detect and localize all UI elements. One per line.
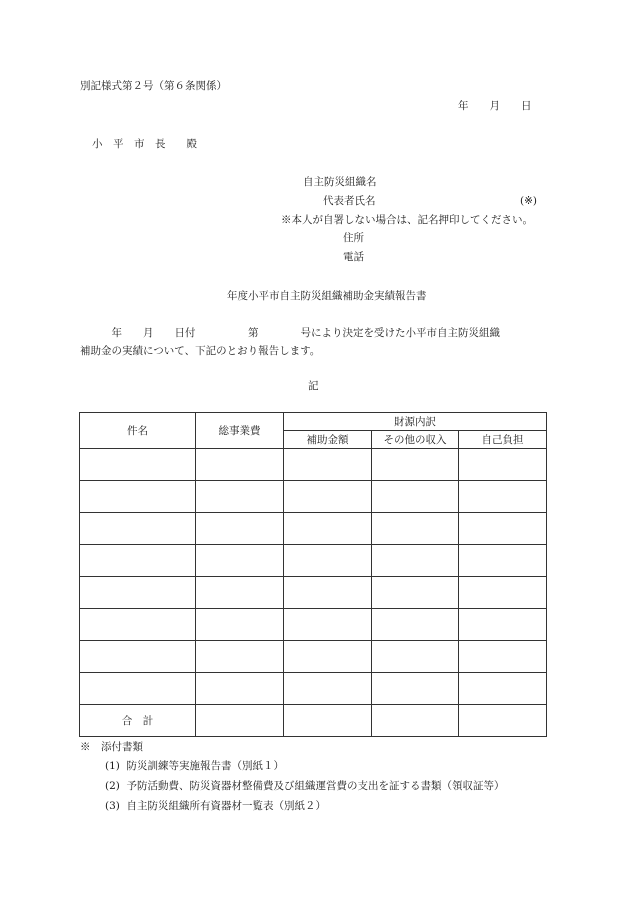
table-cell xyxy=(196,513,284,545)
org-name-label: 自主防災組織名 xyxy=(303,176,377,188)
addressee: 小 平 市 長 殿 xyxy=(92,138,197,150)
table-cell xyxy=(372,705,459,737)
table-cell xyxy=(459,609,547,641)
table-cell xyxy=(459,449,547,481)
table-cell xyxy=(284,449,372,481)
table-cell xyxy=(372,673,459,705)
table-cell xyxy=(372,449,459,481)
table-row xyxy=(80,513,547,545)
header-funding-breakdown: 財源内訳 xyxy=(284,413,547,431)
table-row xyxy=(80,481,547,513)
body-line-2: 補助金の実績について、下記のとおり報告します。 xyxy=(80,345,321,357)
table-cell xyxy=(372,577,459,609)
table-cell xyxy=(284,705,372,737)
table-cell xyxy=(284,641,372,673)
table-row xyxy=(80,545,547,577)
table-cell xyxy=(80,609,196,641)
table-cell xyxy=(196,577,284,609)
table-row xyxy=(80,673,547,705)
table-cell xyxy=(80,449,196,481)
table-cell xyxy=(372,513,459,545)
table-cell xyxy=(459,577,547,609)
table-cell xyxy=(284,513,372,545)
table-cell xyxy=(284,545,372,577)
table-cell xyxy=(459,673,547,705)
table-cell xyxy=(459,641,547,673)
table-cell xyxy=(372,481,459,513)
report-table xyxy=(79,412,547,737)
list-item: (2) 予防活動費、防災資器材整備費及び組織運営費の支出を証する書類（領収証等） xyxy=(105,780,505,792)
table-cell xyxy=(284,673,372,705)
header-item-name: 件名 xyxy=(80,413,196,449)
table-cell xyxy=(284,577,372,609)
table-cell xyxy=(196,673,284,705)
table-row xyxy=(80,641,547,673)
table-row xyxy=(80,449,547,481)
date-line: 年 月 日 xyxy=(458,100,532,112)
table-cell xyxy=(459,513,547,545)
table-cell xyxy=(80,513,196,545)
attachments-heading: ※ 添付書類 xyxy=(80,741,143,753)
table-cell xyxy=(80,641,196,673)
table-cell xyxy=(196,545,284,577)
table-row xyxy=(80,577,547,609)
table-cell xyxy=(459,481,547,513)
list-item: (3) 自主防災組織所有資器材一覧表（別紙２） xyxy=(105,800,327,812)
table-cell xyxy=(80,481,196,513)
address-label: 住所 xyxy=(343,232,364,244)
ki-marker: 記 xyxy=(308,380,319,392)
table-cell xyxy=(196,609,284,641)
body-line-1: 年 月 日付 第 号により決定を受けた小平市自主防災組織 xyxy=(80,327,500,339)
table-cell xyxy=(196,481,284,513)
attachments-list xyxy=(105,759,505,819)
table-cell xyxy=(284,609,372,641)
table-cell xyxy=(284,481,372,513)
header-total-cost: 総事業費 xyxy=(196,413,284,449)
representative-label: 代表者氏名 xyxy=(323,195,376,207)
table-cell xyxy=(196,705,284,737)
table-cell xyxy=(372,641,459,673)
list-item: (1) 防災訓練等実施報告書（別紙１） xyxy=(105,760,285,772)
signature-note: ※本人が自署しない場合は、記名押印してください。 xyxy=(281,214,533,226)
header-other-income: その他の収入 xyxy=(372,431,459,449)
header-self-pay: 自己負担 xyxy=(459,431,547,449)
table-cell xyxy=(80,673,196,705)
table-cell xyxy=(196,449,284,481)
table-cell xyxy=(372,609,459,641)
phone-label: 電話 xyxy=(343,251,364,263)
table-cell xyxy=(80,577,196,609)
table-cell xyxy=(196,641,284,673)
seal-mark: (※) xyxy=(520,195,537,207)
table-cell xyxy=(80,545,196,577)
table-row xyxy=(80,609,547,641)
form-identifier: 別記様式第２号（第６条関係） xyxy=(80,80,227,92)
table-cell xyxy=(459,545,547,577)
table-cell xyxy=(459,705,547,737)
table-cell xyxy=(372,545,459,577)
header-subsidy-amount: 補助金額 xyxy=(284,431,372,449)
total-row xyxy=(80,705,547,737)
document-title: 年度小平市自主防災組織補助金実績報告書 xyxy=(227,290,427,302)
total-row-label: 合 計 xyxy=(80,705,196,737)
